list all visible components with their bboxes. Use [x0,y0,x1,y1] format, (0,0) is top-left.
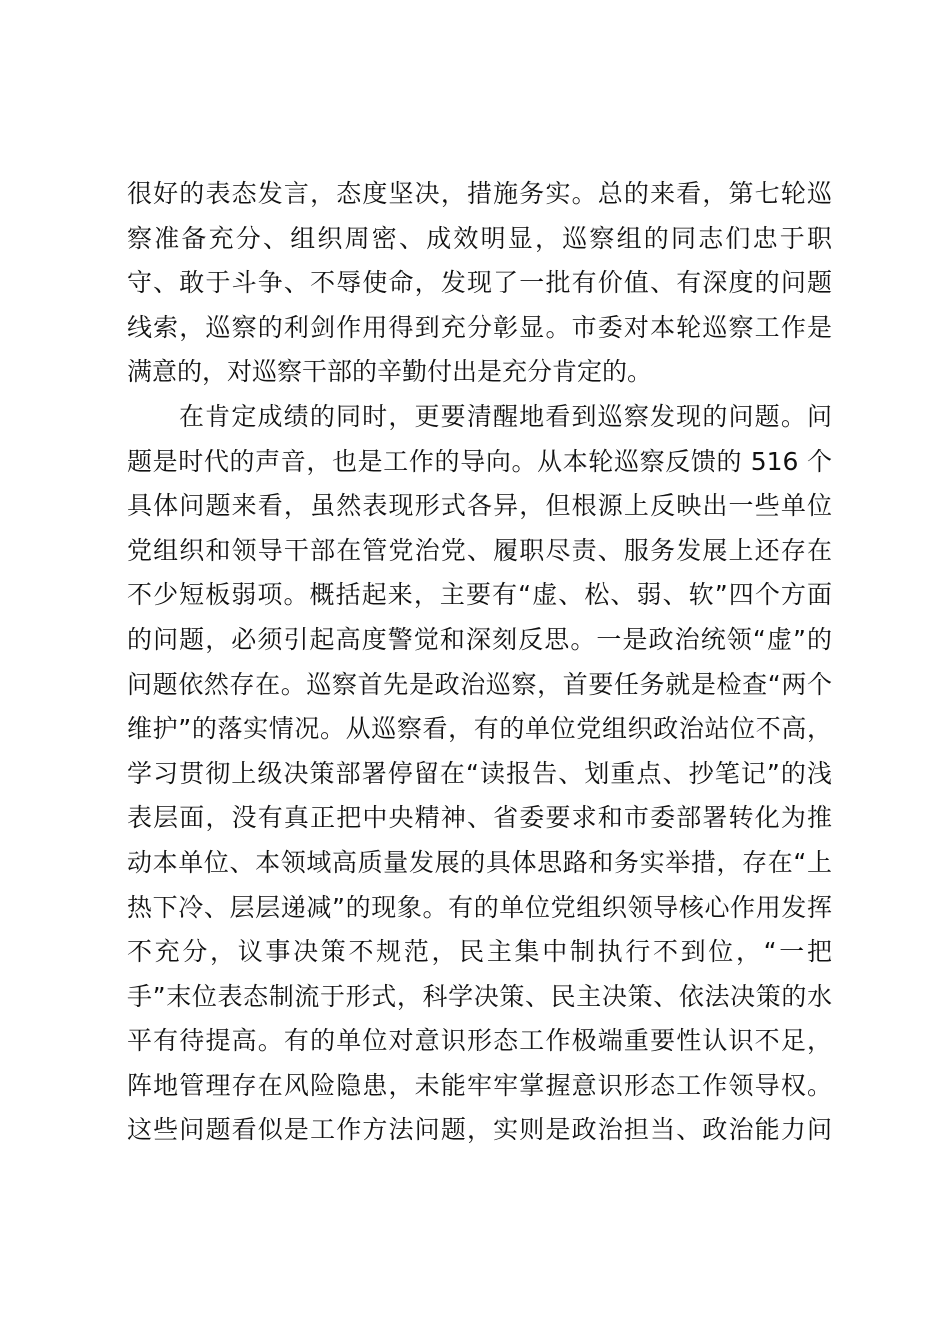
text-line: 很好的表态发言，态度坚决，措施务实。总的来看，第七轮巡 [127,179,832,208]
text-line: 党组织和领导干部在管党治党、履职尽责、服务发展上还存在 [127,535,832,565]
text-line: 热下冷、层层递减”的现象。有的单位党组织领导核心作用发挥 [127,892,832,922]
text-line: 动本单位、本领域高质量发展的具体思路和务实举措，存在“上 [127,847,832,877]
text-line: 的问题，必须引起高度警觉和深刻反思。一是政治统领“虚”的 [127,624,832,654]
text-line: 题是时代的声音，也是工作的导向。从本轮巡察反馈的 516 个 [127,446,832,476]
paragraph-first-line: 在肯定成绩的同时，更要清醒地看到巡察发现的问题。问 [179,401,832,431]
text-line: 线索，巡察的利剑作用得到充分彰显。市委对本轮巡察工作是 [127,312,832,342]
text-line: 维护”的落实情况。从巡察看，有的单位党组织政治站位不高， [127,714,832,744]
text-line: 平有待提高。有的单位对意识形态工作极端重要性认识不足， [127,1026,832,1056]
text-line: 满意的，对巡察干部的辛勤付出是充分肯定的。 [127,357,653,387]
text-line: 问题依然存在。巡察首先是政治巡察，首要任务就是检查“两个 [127,669,832,699]
document-body [127,172,832,1153]
text-line: 手”末位表态制流于形式，科学决策、民主决策、依法决策的水 [127,981,832,1011]
text-line: 学习贯彻上级决策部署停留在“读报告、划重点、抄笔记”的浅 [127,758,832,788]
text-line: 这些问题看似是工作方法问题，实则是政治担当、政治能力问 [127,1115,832,1145]
text-line: 阵地管理存在风险隐患，未能牢牢掌握意识形态工作领导权。 [127,1070,832,1100]
text-line: 不充分，议事决策不规范，民主集中制执行不到位，“一把 [127,937,832,967]
text-line: 不少短板弱项。概括起来，主要有“虚、松、弱、软”四个方面 [127,580,832,610]
text-line: 守、敢于斗争、不辱使命，发现了一批有价值、有深度的问题 [127,268,832,298]
text-line: 表层面，没有真正把中央精神、省委要求和市委部署转化为推 [127,803,832,833]
text-line: 察准备充分、组织周密、成效明显，巡察组的同志们忠于职 [127,223,832,253]
text-line: 具体问题来看，虽然表现形式各异，但根源上反映出一些单位 [127,491,832,521]
